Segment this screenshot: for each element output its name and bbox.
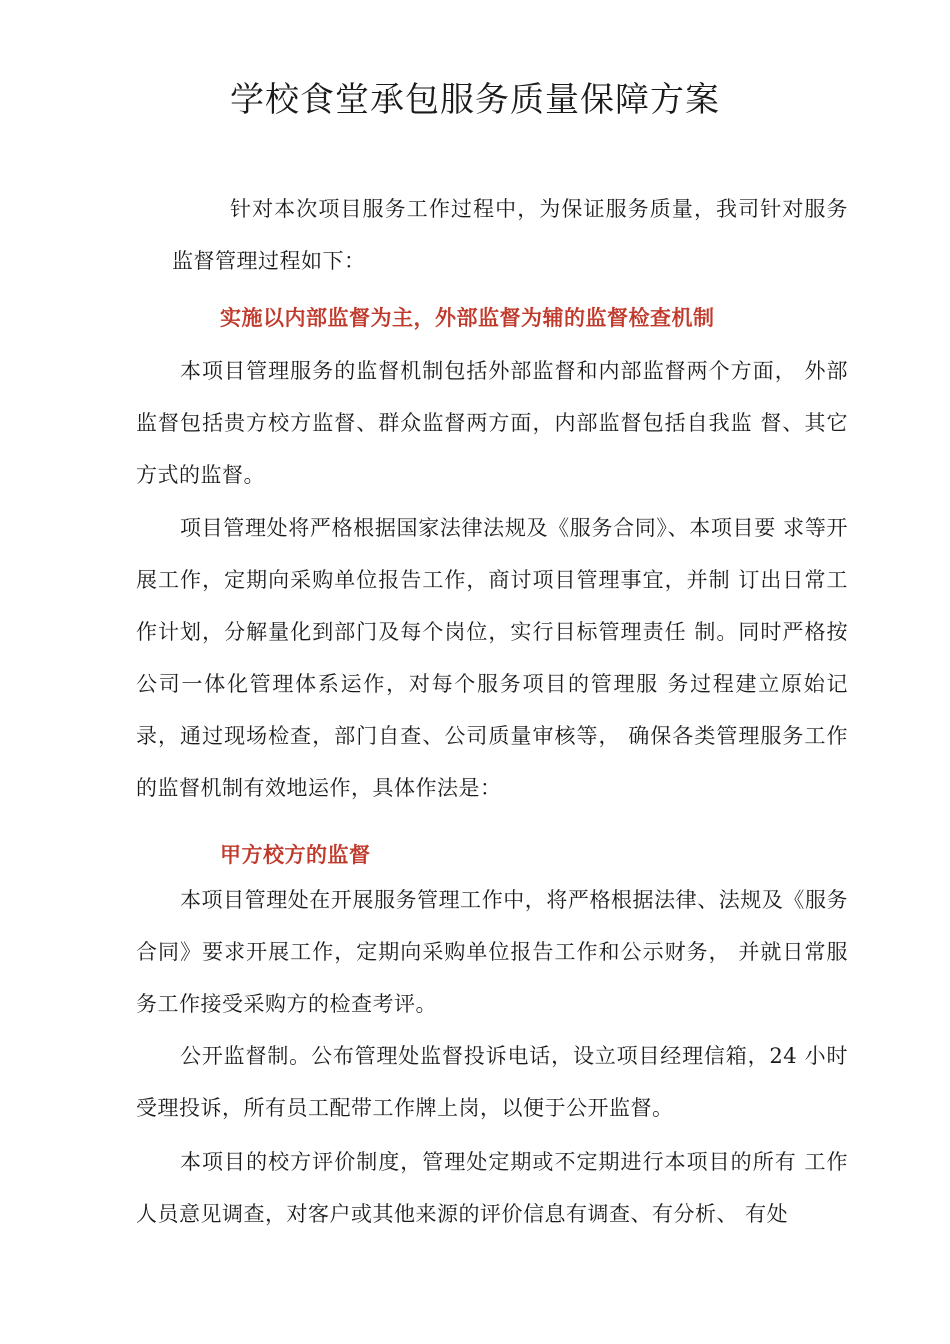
body-paragraph: 公开监督制。公布管理处监督投诉电话，设立项目经理信箱，24 小时受理投诉，所有员工配带工作牌上岗，以便于公开监督。 xyxy=(136,1044,848,1120)
section-heading-supervision-mechanism: 实施以内部监督为主，外部监督为辅的监督检查机制 xyxy=(220,306,715,330)
intro-paragraph: 针对本次项目服务工作过程中，为保证服务质量，我司针对服务监督管理过程如下： xyxy=(172,197,848,273)
body-paragraph: 本项目管理服务的监督机制包括外部监督和内部监督两个方面， 外部监督包括贵方校方监督、群众监督两方面，内部监督包括自我监 督、其它方式的监督。 xyxy=(136,359,848,487)
body-paragraph: 本项目的校方评价制度，管理处定期或不定期进行本项目的所有 工作人员意见调查，对客户或其他来源的评价信息有调查、有分析、 有处 xyxy=(136,1150,848,1226)
document-title: 学校食堂承包服务质量保障方案 xyxy=(230,80,720,120)
body-paragraph: 本项目管理处在开展服务管理工作中，将严格根据法律、法规及《服务合同》要求开展工作，定期向采购单位报告工作和公示财务， 并就日常服务工作接受采购方的检查考评。 xyxy=(136,888,848,1016)
body-paragraph: 项目管理处将严格根据国家法律法规及《服务合同》、本项目要 求等开展工作，定期向采购单位报告工作，商讨项目管理事宜，并制 订出日常工作计划，分解量化到部门及每个岗位，实行目标管理责任 制。同时严格按公司一体化管理体系运作，对每个服务项目的管理服 务过程建立原始记录，通过现场检查，部门自查、公司质量审核等， 确保各类管理服务工作的监督机制有效地运作，具体作法是： xyxy=(136,516,848,800)
section-heading-client-supervision: 甲方校方的监督 xyxy=(220,843,371,867)
